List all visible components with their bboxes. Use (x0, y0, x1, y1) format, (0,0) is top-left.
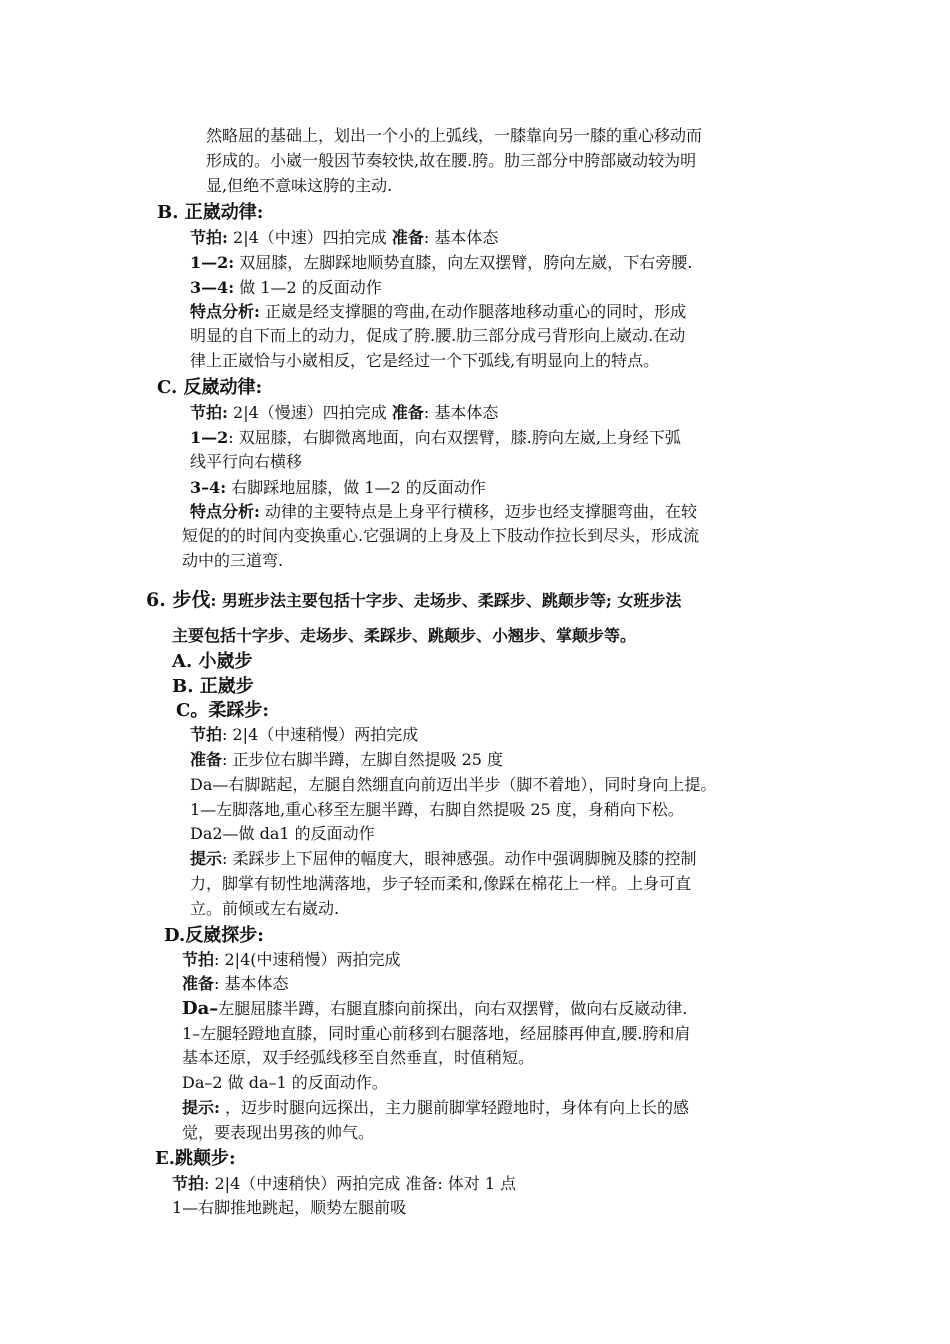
text-line: 1—2: 双屈膝，左脚踩地顺势直膝，向左双摆臂，胯向左崴，下右旁腰. (190, 253, 693, 272)
text-line: 1—右脚推地跳起，顺势左腿前吸 (172, 1198, 407, 1217)
text-line: 节拍: 2|4（慢速）四拍完成 准备: 基本体态 (190, 403, 499, 422)
text-line: 1—左脚落地,重心移至左腿半蹲，右脚自然提吸 25 度，身稍向下松。 (190, 800, 684, 819)
text-line: 提示: ，迈步时腿向远探出，主力腿前脚掌轻蹬地时，身体有向上长的感 (182, 1098, 690, 1117)
text-line: Da—右脚踮起，左腿自然绷直向前迈出半步（脚不着地），同时身向上提。 (190, 775, 717, 794)
text-line: 特点分析: 正崴是经支撑腿的弯曲,在动作腿落地移动重心的同时，形成 (190, 302, 687, 321)
text-line: 特点分析: 动律的主要特点是上身平行横移，迈步也经支撑腿弯曲，在较 (190, 502, 698, 521)
text-line: 主要包括十字步、走场步、柔踩步、跳颠步、小翘步、掌颠步等。 (172, 626, 637, 645)
text-line: 节拍: 2|4（中速）四拍完成 准备: 基本体态 (190, 228, 499, 247)
sub-heading: B. 正崴步 (172, 676, 254, 697)
text-line: 明显的自下而上的动力，促成了胯.腰.肋三部分成弓背形向上崴动.在动 (190, 326, 686, 345)
text-line: 然略屈的基础上，划出一个小的上弧线，一膝靠向另一膝的重心移动而 (206, 126, 703, 145)
section-heading: 6. 步伐: 男班步法主要包括十字步、走场步、柔踩步、跳颠步等; 女班步法 (146, 589, 682, 611)
text-line: 基本还原，双手经弧线移至自然垂直，时值稍短。 (182, 1048, 535, 1067)
section-heading: B. 正崴动律: (157, 202, 264, 223)
text-line: 线平行向右横移 (190, 452, 303, 471)
sub-heading: E.跳颠步: (155, 1148, 236, 1169)
text-line: 力，脚掌有韧性地满落地，步子轻而柔和,像踩在棉花上一样。上身可直 (190, 874, 692, 893)
text-line: 准备: 正步位右脚半蹲，左脚自然提吸 25 度 (190, 750, 504, 769)
text-line: 3—4: 做 1—2 的反面动作 (190, 278, 382, 297)
text-line: Da–左腿屈膝半蹲，右腿直膝向前探出，向右双摆臂，做向右反崴动律. (182, 998, 688, 1019)
text-line: 提示: 柔踩步上下屈伸的幅度大，眼神感强。动作中强调脚腕及膝的控制 (190, 849, 697, 868)
text-line: 形成的。小崴一般因节奏较快,故在腰.胯。肋三部分中胯部崴动较为明 (206, 151, 697, 170)
section-heading: C. 反崴动律: (157, 377, 263, 398)
text-line: 立。前倾或左右崴动. (190, 899, 340, 918)
text-line: 律上正崴恰与小崴相反，它是经过一个下弧线,有明显向上的特点。 (190, 351, 660, 370)
text-line: 1—2: 双屈膝，右脚微离地面，向右双摆臂，膝.胯向左崴,上身经下弧 (190, 428, 681, 447)
text-line: Da2—做 da1 的反面动作 (190, 824, 375, 843)
sub-heading: D.反崴探步: (164, 925, 264, 946)
text-line: 节拍: 2|4（中速稍快）两拍完成 准备: 体对 1 点 (172, 1174, 517, 1193)
sub-heading: A. 小崴步 (172, 651, 253, 672)
text-line: 准备: 基本体态 (182, 974, 289, 993)
text-line: 显,但绝不意味这胯的主动. (206, 176, 393, 195)
text-line: 动中的三道弯. (182, 551, 284, 570)
text-line: Da–2 做 da–1 的反面动作。 (182, 1073, 388, 1092)
text-line: 1–左腿轻蹬地直膝，同时重心前移到右腿落地，经屈膝再伸直,腰.胯和肩 (182, 1024, 691, 1043)
text-line: 觉，要表现出男孩的帅气。 (182, 1123, 375, 1142)
text-line: 节拍: 2|4(中速稍慢）两拍完成 (182, 950, 401, 969)
text-line: 3–4: 右脚踩地屈膝，做 1—2 的反面动作 (190, 478, 486, 497)
text-line: 节拍: 2|4（中速稍慢）两拍完成 (190, 725, 419, 744)
sub-heading: C。柔踩步: (176, 700, 269, 721)
text-line: 短促的的时间内变换重心.它强调的上身及上下肢动作拉长到尽头，形成流 (182, 526, 700, 545)
